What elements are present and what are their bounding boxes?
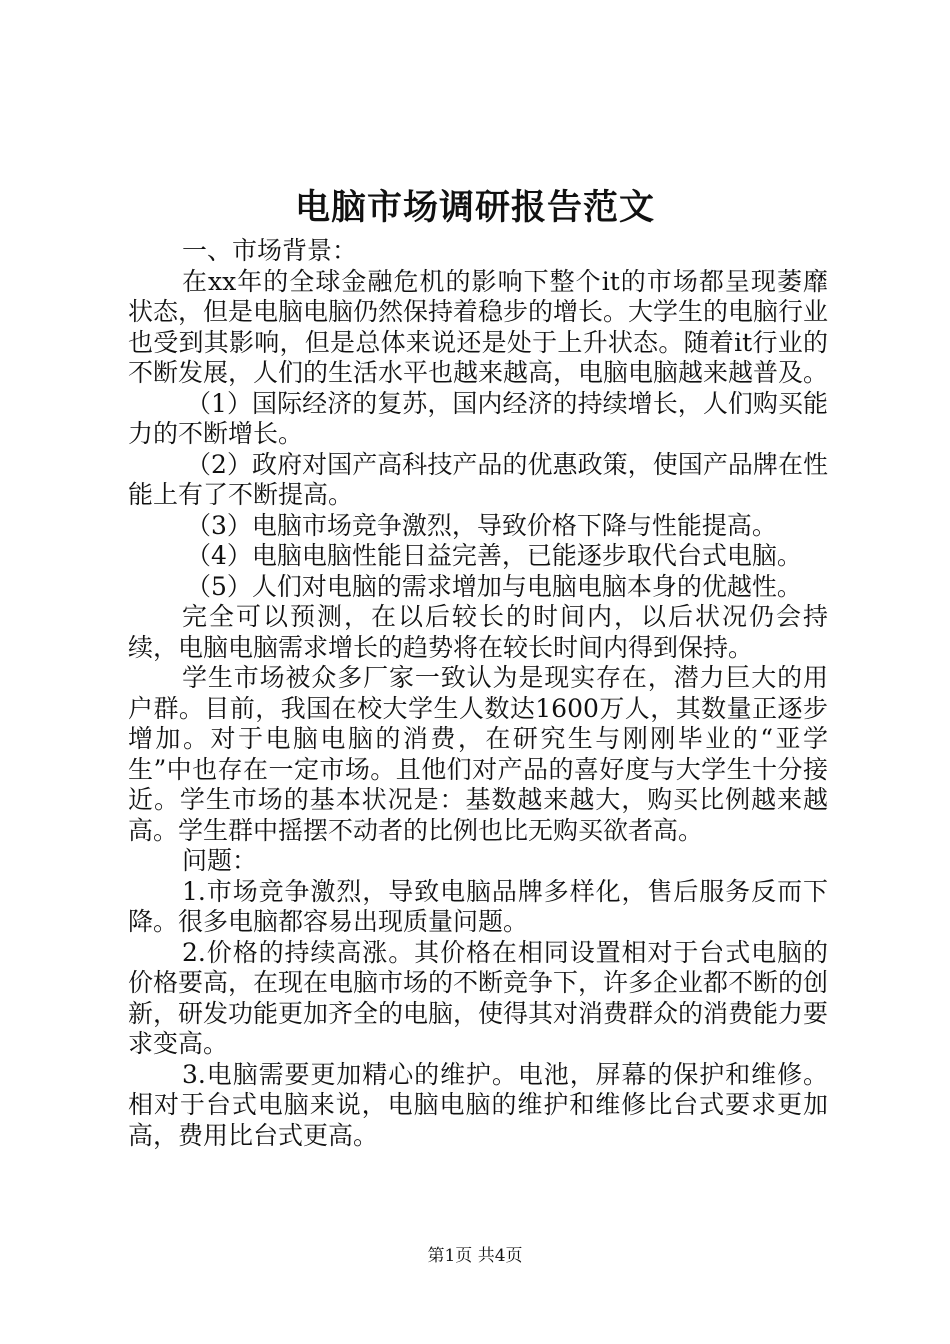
- list-item-1: （1）国际经济的复苏，国内经济的持续增长，人们购买能力的不断增长。: [128, 388, 828, 448]
- section-heading-market-background: 一、市场背景：: [182, 236, 358, 265]
- paragraph-forecast: 完全可以预测，在以后较长的时间内，以后状况仍会持续，电脑电脑需求增长的趋势将在较长时间内得到保持。: [128, 602, 828, 662]
- problem-item-2: 2.价格的持续高涨。其价格在相同设置相对于台式电脑的价格要高，在现在电脑市场的不断竞争下，许多企业都不断的创新，研发功能更加齐全的电脑，使得其对消费群众的消费能力要求变高。: [128, 937, 829, 1058]
- page-footer: 第1页 共4页: [427, 1246, 523, 1266]
- list-item-5: （5）人们对电脑的需求增加与电脑电脑本身的优越性。: [186, 571, 802, 601]
- paragraph-student-market: 学生市场被众多厂家一致认为是现实存在，潜力巨大的用户群。目前，我国在校大学生人数达1600万人，其数量正逐步增加。对于电脑电脑的消费，在研究生与刚刚毕业的“亚学生”中也存在一定市场。且他们对产品的喜好度与大学生十分接近。学生市场的基本状况是：基数越来越大，购买比例越来越高。学生群中摇摆不动者的比例也比无购买欲者高。: [128, 663, 828, 845]
- list-item-4: （4）电脑电脑性能日益完善，已能逐步取代台式电脑。: [186, 541, 802, 570]
- list-item-3: （3）电脑市场竞争激烈，导致价格下降与性能提高。: [186, 510, 777, 540]
- section-heading-problems: 问题：: [182, 846, 258, 875]
- paragraph-background: 在xx年的全球金融危机的影响下整个it的市场都呈现萎靡状态，但是电脑电脑仍然保持着稳步的增长。大学生的电脑行业也受到其影响，但是总体来说还是处于上升状态。随着it行业的不断发展，人们的生活水平也越来越高，电脑电脑越来越普及。: [128, 266, 829, 387]
- document-title: 电脑市场调研报告范文: [294, 187, 655, 228]
- problem-item-3: 3.电脑需要更加精心的维护。电池，屏幕的保护和维修。相对于台式电脑来说，电脑电脑的维护和维修比台式要求更加高，费用比台式更高。: [128, 1059, 828, 1150]
- document-body: [128, 236, 828, 1151]
- list-item-2: （2）政府对国产高科技产品的优惠政策，使国产品牌在性能上有了不断提高。: [128, 449, 828, 509]
- problem-item-1: 1.市场竞争激烈，导致电脑品牌多样化，售后服务反而下降。很多电脑都容易出现质量问题。: [128, 876, 828, 936]
